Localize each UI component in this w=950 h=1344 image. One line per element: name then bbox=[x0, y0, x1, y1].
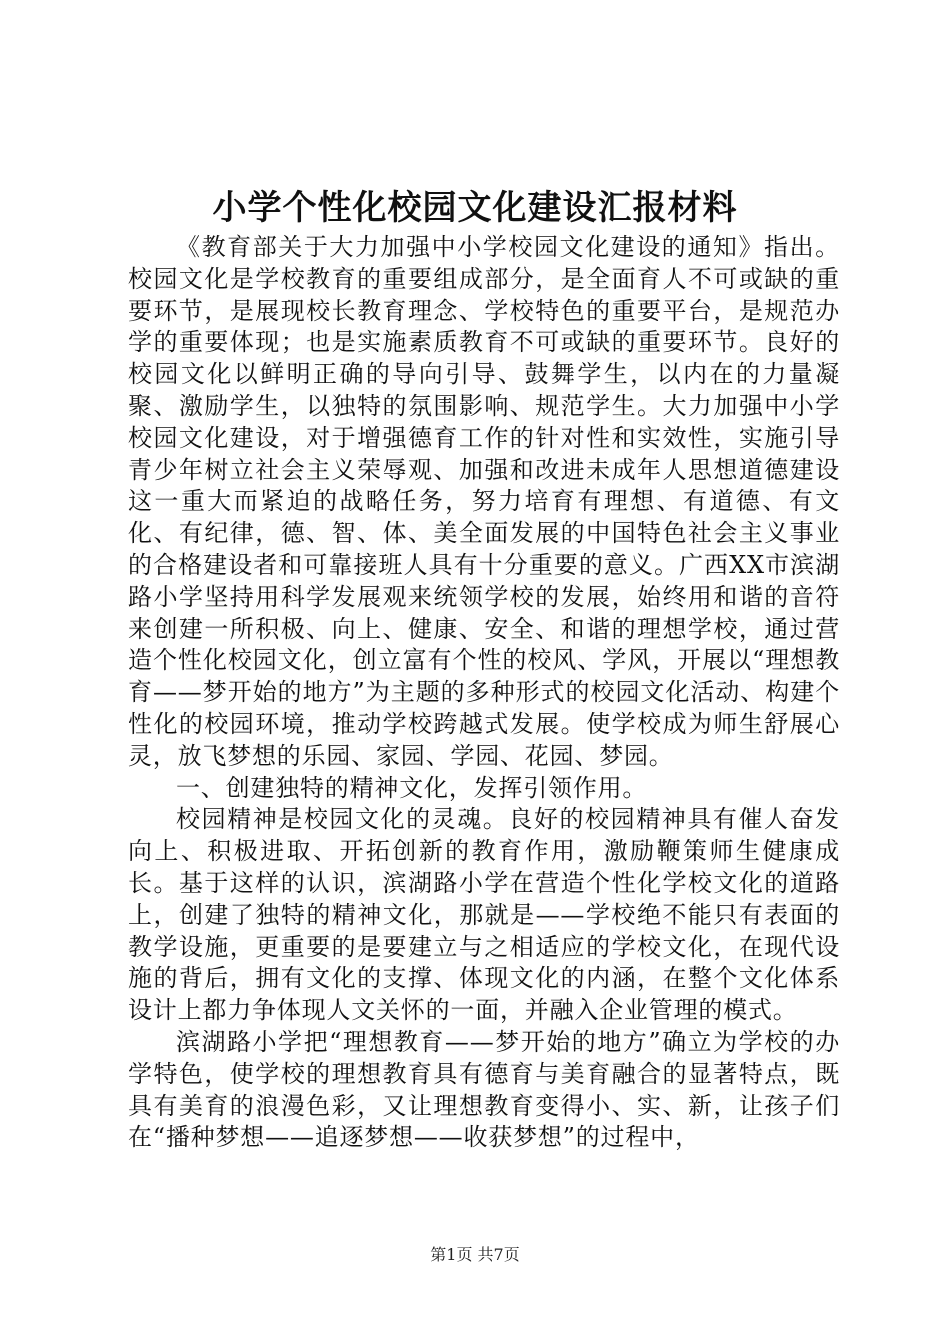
paragraph-intro: 《教育部关于大力加强中小学校园文化建设的通知》指出。校园文化是学校教育的重要组成部分，是全面育人不可或缺的重要环节，是展现校长教育理念、学校特色的重要平台，是规范办学的重要体现；也是实施素质教育不可或缺的重要环节。良好的校园文化以鲜明正确的导向引导、鼓舞学生，以内在的力量凝聚、激励学生，以独特的氛围影响、规范学生。大力加强中小学校园文化建设，对于增强德育工作的针对性和实效性，实施引导青少年树立社会主义荣辱观、加强和改进未成年人思想道德建设这一重大而紧迫的战略任务，努力培育有理想、有道德、有文化、有纪律，德、智、体、美全面发展的中国特色社会主义事业的合格建设者和可靠接班人具有十分重要的意义。广西XX市滨湖路小学坚持用科学发展观来统领学校的发展，始终用和谐的音符来创建一所积极、向上、健康、安全、和谐的理想学校，通过营造个性化校园文化，创立富有个性的校风、学风，开展以“理想教育——梦开始的地方”为主题的多种形式的校园文化活动、构建个性化的校园环境，推动学校跨越式发展。使学校成为师生舒展心灵，放飞梦想的乐园、家园、学园、花园、梦园。 bbox=[128, 233, 840, 770]
paragraph-campus-spirit: 校园精神是校园文化的灵魂。良好的校园精神具有催人奋发向上、积极进取、开拓创新的教育作用，激励鞭策师生健康成长。基于这样的认识，滨湖路小学在营造个性化学校文化的道路上，创建了独特的精神文化，那就是——学校绝不能只有表面的教学设施，更重要的是要建立与之相适应的学校文化，在现代设施的背后，拥有文化的支撑、体现文化的内涵，在整个文化体系设计上都力争体现人文关怀的一面，并融入企业管理的模式。 bbox=[128, 805, 840, 1025]
section-heading-1: 一、创建独特的精神文化，发挥引领作用。 bbox=[176, 773, 648, 802]
page-number: 第1页 共7页 bbox=[430, 1245, 520, 1264]
paragraph-ideal-education: 滨湖路小学把“理想教育——梦开始的地方”确立为学校的办学特色，使学校的理想教育具有德育与美育融合的显著特点，既具有美育的浪漫色彩，又让理想教育变得小、实、新，让孩子们在“播种梦想——追逐梦想——收获梦想”的过程中， bbox=[128, 1027, 840, 1152]
document-body bbox=[128, 232, 840, 1154]
document-title: 小学个性化校园文化建设汇报材料 bbox=[212, 188, 738, 228]
